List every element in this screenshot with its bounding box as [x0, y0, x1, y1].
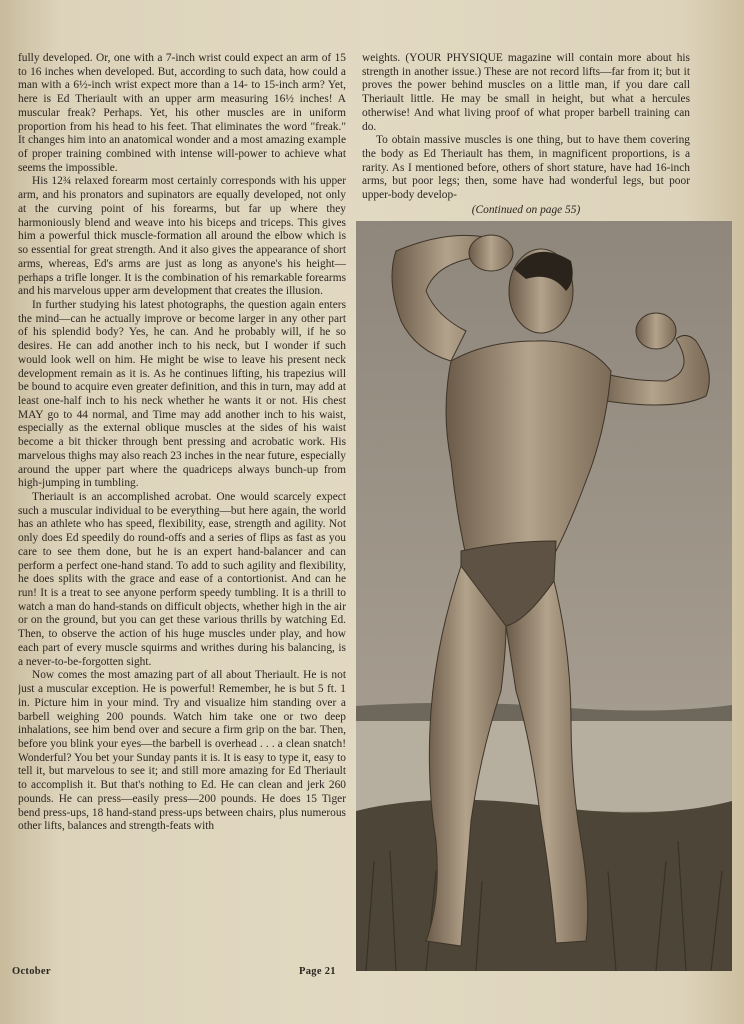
paragraph: weights. (YOUR PHYSIQUE magazine will contain more about his strength in another issue.) These are not record lifts—far from it; but it proves the power behind muscles on a little man, if you dare call Theriault little. He may be small in height, but what a hercules otherwise! And what living proof of what proper barbell training can do. — [362, 52, 690, 133]
continued-note: (Continued on page 55) — [471, 203, 581, 216]
paragraph: Now comes the most amazing part of all about Theriault. He is not just a muscular exception. He is powerful! Remember, he is but 5 ft. 1 in. Picture him in your mind. Try and visualize him standing over a barbell weighing 200 pounds. Watch him take one or two deep inhalations, see him bend over and secure a firm grip on the bar. Then, before you blink your eyes—the barbell is overhead . . . a clean snatch! Wonderful? You bet your Sunday pants it is. It is easy to type it, easy to tell it, but marvelous to see it; and still more amazing for Ed Theriault to accomplish it. But that's nothing to Ed. He can clean and jerk 260 pounds. He can press—easily press—200 pounds. He does 15 Tiger bend press-ups, 18 hand-stand press-ups between chairs, plus numerous other lifts, balances and strength-feats with — [18, 669, 346, 833]
page-number: Page 21 — [299, 966, 336, 977]
paragraph: In further studying his latest photographs, the question again enters the mind—can he actually improve or become larger in any other part of his splendid body? Yes, he can. And he probably will, if he so desires. He can add another inch to his neck, but I wonder if such would look well on him. He might be wise to leave his present neck development remain as it is. As he continues lifting, his trapezius will be bound to acquire even greater definition, and this in turn, may add at least one-half inch to his neck whether he wants it or not. His chest MAY go to 44 normal, and Time may add another inch to his waist, especially as the external oblique muscles at the sides of his waist become a bit thicker through bent pressing and acrobatic work. His marvelous thighs may also reach 23 inches in the near future, especially around the upper part where the quadriceps always bunch-up from high-jumping in tumbling. — [18, 298, 346, 490]
left-text-column — [18, 52, 346, 957]
bodybuilder-photo — [356, 221, 732, 971]
bodybuilder-illustration — [356, 221, 732, 971]
footer-month: October — [12, 966, 51, 977]
paragraph: His 12¾ relaxed forearm most certainly corresponds with his upper arm, and his pronators and supinators are equally developed, not only at the curving point of his forearms, but far up where they harmoniously blend and weave into his biceps and triceps. This gives him a powerful thick muscle-formation all around the elbow which is so essential for great strength. And it also gives the appearance of short arms, whereas, Ed's arms are just as long as anyone's his height—perhaps a trifle longer. It is the combination of his remarkable forearms and his marvelous upper arm development that creates the illusion. — [18, 175, 346, 298]
paragraph: Theriault is an accomplished acrobat. One would scarcely expect such a muscular individual to be everything—but here again, the world has an athlete who has speed, flexibility, ease, strength and agility. Not only does Ed speedily do round-offs and a series of flips as fast as you care to see them done, but he is an expert hand-balancer and can perform a perfect one-hand stand. To add to such agility and flexibility, he does splits with the grace and ease of a contortionist. And can he run! It is a treat to see anyone perform speedy tumbling. It is a thrill to watch a man do hand-stands on difficult objects, whether high in the air or on the ground, but you can get these various thrills by watching Ed. Then, to observe the action of his huge muscles under play, and how each part of every muscle squirms and writhes during his balancing, is a never-to-be-forgotten sight. — [18, 491, 346, 668]
paragraph: fully developed. Or, one with a 7-inch wrist could expect an arm of 15 to 16 inches when developed. But, according to such data, how could a man with a 6½-inch wrist expect more than a 14- to 15-inch arm? Yet, here is Ed Theriault with an upper arm measuring 16½ inches! A muscular freak? Perhaps. Yet, his other muscles are in uniform proportion from his head to his feet. That eliminates the word "freak." It changes him into an anatomical wonder and a most amazing example of proper training combined with intense will-power to achieve what seems the impossible. — [18, 52, 346, 174]
paragraph: To obtain massive muscles is one thing, but to have them covering the body as Ed Theriault has them, in magnificent proportions, is a rarity. As I mentioned before, others of short stature, have had 16-inch arms, but poor legs; then, some have had wonderful legs, but poor upper-body develop- — [362, 134, 690, 202]
right-text-column — [362, 52, 690, 218]
